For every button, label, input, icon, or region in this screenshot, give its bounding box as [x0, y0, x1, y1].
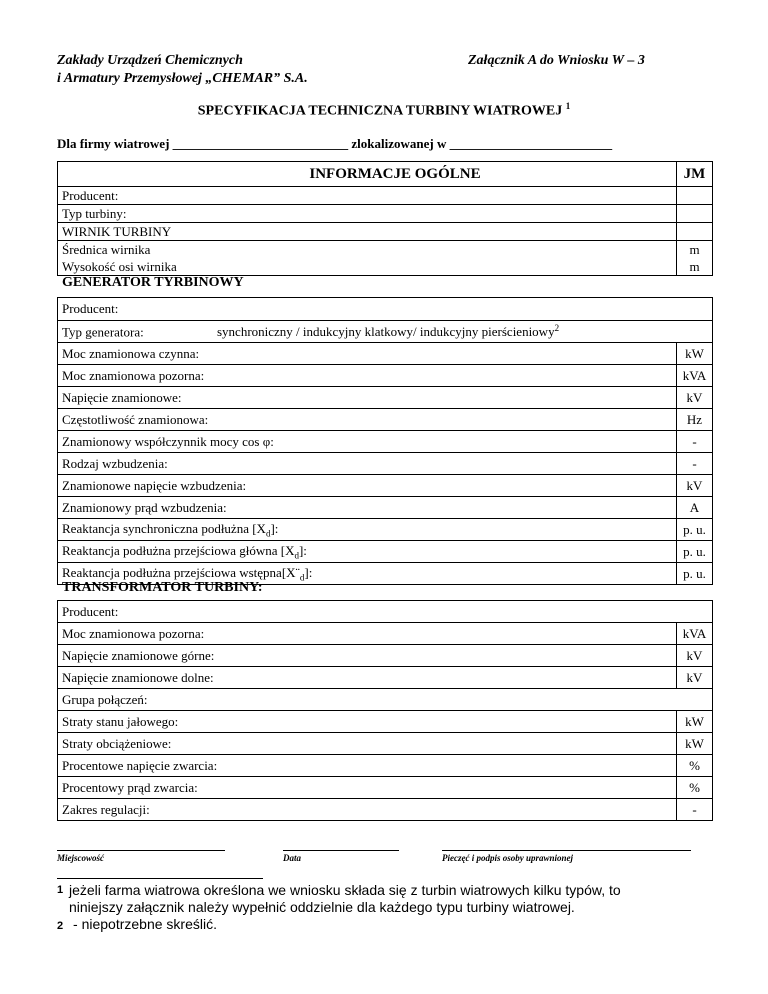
generator-table	[57, 297, 713, 585]
table-row	[58, 343, 713, 365]
row-label: Zakres regulacji:	[58, 799, 677, 821]
type-footnote-ref: 2	[554, 322, 560, 333]
row-label: Producent:	[58, 601, 713, 623]
table-row	[58, 519, 713, 541]
table-row	[58, 497, 713, 519]
row-label: Typ turbiny:	[58, 205, 677, 223]
row-label: WIRNIK TURBINY	[58, 223, 677, 241]
row-unit: -	[677, 431, 713, 453]
general-info-table	[57, 161, 713, 276]
table-row	[58, 755, 713, 777]
row-label: Straty stanu jałowego:	[58, 711, 677, 733]
row-unit	[677, 223, 713, 241]
row-label: Reaktancja synchroniczna podłużna $[X_d]$:	[58, 519, 677, 541]
location-label: zlokalizowanej w	[351, 136, 447, 151]
row-unit: p. u.	[677, 563, 713, 585]
row-unit: -	[677, 799, 713, 821]
row-label: Wysokość osi wirnika	[58, 258, 677, 276]
row-unit: Hz	[677, 409, 713, 431]
row-unit: kW	[677, 711, 713, 733]
table-row	[58, 475, 713, 497]
row-label: Napięcie znamionowe:	[58, 387, 677, 409]
table-row	[58, 409, 713, 431]
row-unit: m	[677, 241, 713, 259]
table-row	[58, 223, 713, 241]
firm-line	[57, 136, 612, 152]
table-row	[58, 645, 713, 667]
company-name	[57, 52, 308, 88]
generator-producer-label: Producent:	[58, 298, 713, 321]
unit-heading: JM	[677, 162, 713, 187]
page-title	[0, 101, 768, 120]
table-row	[58, 365, 713, 387]
row-label: Rodzaj wzbudzenia:	[58, 453, 677, 475]
footnote-separator	[57, 878, 263, 879]
place-line[interactable]	[57, 850, 225, 851]
row-label: Procentowe napięcie zwarcia:	[58, 755, 677, 777]
row-unit: %	[677, 777, 713, 799]
row-label: Znamionowy prąd wzbudzenia:	[58, 497, 677, 519]
footnote-2-number: 2	[57, 920, 64, 932]
location-blank[interactable]: _________________________	[449, 136, 613, 151]
row-label: Reaktancja podłużna przejściowa $wstępna[X¨_d]$:	[58, 563, 677, 585]
row-unit: kVA	[677, 623, 713, 645]
table-row	[58, 799, 713, 821]
title-footnote-ref: 1	[565, 101, 571, 111]
row-unit	[677, 205, 713, 223]
table-row	[58, 241, 713, 259]
row-unit: %	[677, 755, 713, 777]
footnote-1-text: jeżeli farma wiatrowa określona we wniosku składa się z turbin wiatrowych kilku typów, to niniejszy załącznik należy wypełnić oddzielnie dla każdego typu turbiny wiatrowej.	[69, 882, 621, 915]
page-title-text: SPECYFIKACJA TECHNICZNA TURBINY WIATROWEJ	[197, 103, 563, 119]
row-label: Straty obciążeniowe:	[58, 733, 677, 755]
row-unit: m	[677, 258, 713, 276]
row-unit: p. u.	[677, 519, 713, 541]
row-unit: A	[677, 497, 713, 519]
row-label: Napięcie znamionowe górne:	[58, 645, 677, 667]
row-unit: -	[677, 453, 713, 475]
place-caption: Miejscowość	[57, 853, 104, 863]
table-row	[58, 667, 713, 689]
table-row	[58, 298, 713, 321]
stamp-caption: Pieczęć i podpis osoby uprawnionej	[442, 853, 573, 863]
firm-label: Dla firmy wiatrowej	[57, 136, 170, 151]
row-label: Moc znamionowa pozorna:	[58, 623, 677, 645]
row-unit: kW	[677, 733, 713, 755]
row-unit: p. u.	[677, 541, 713, 563]
row-unit: kV	[677, 667, 713, 689]
general-heading: INFORMACJE OGÓLNE	[58, 162, 677, 187]
row-unit: kV	[677, 475, 713, 497]
generator-type-options[interactable]: synchroniczny / indukcyjny klatkowy/ indukcyjny pierścieniowy	[217, 324, 555, 340]
footnote-1	[57, 882, 677, 916]
footnote-1-number: 1	[57, 884, 64, 896]
row-unit: kV	[677, 645, 713, 667]
table-row	[58, 777, 713, 799]
table-row	[58, 258, 713, 276]
row-label: Procentowy prąd zwarcia:	[58, 777, 677, 799]
generator-type-label: Typ generatora:	[62, 324, 144, 340]
row-label: Producent:	[58, 187, 677, 205]
generator-type-cell	[58, 321, 677, 343]
firm-name-blank[interactable]: ___________________________	[172, 136, 349, 151]
row-label: Reaktancja podłużna przejściowa główna $[X_d]$:	[58, 541, 677, 563]
row-unit: kVA	[677, 365, 713, 387]
row-label: Grupa połączeń:	[58, 689, 713, 711]
general-header-row	[58, 162, 713, 187]
company-line-1: Zakłady Urządzeń Chemicznych	[57, 53, 243, 68]
row-unit: kW	[677, 343, 713, 365]
footnote-2	[57, 916, 217, 935]
row-unit	[677, 187, 713, 205]
table-row	[58, 387, 713, 409]
row-label: Napięcie znamionowe dolne:	[58, 667, 677, 689]
table-row	[58, 711, 713, 733]
transformer-heading: TRANSFORMATOR TURBINY:	[62, 580, 263, 595]
row-label: Częstotliwość znamionowa:	[58, 409, 677, 431]
date-caption: Data	[283, 853, 301, 863]
table-row	[58, 453, 713, 475]
footnote-2-text: - niepotrzebne skreślić.	[73, 916, 217, 932]
row-label: Moc znamionowa czynna:	[58, 343, 677, 365]
annex-label: Załącznik A do Wniosku W – 3	[468, 53, 645, 68]
row-label: Średnica wirnika	[58, 241, 677, 259]
row-label: Moc znamionowa pozorna:	[58, 365, 677, 387]
table-row	[58, 431, 713, 453]
table-row	[58, 623, 713, 645]
table-row	[58, 205, 713, 223]
table-row	[58, 601, 713, 623]
row-unit: kV	[677, 387, 713, 409]
stamp-line[interactable]	[442, 850, 691, 851]
transformer-table	[57, 600, 713, 821]
generator-heading: GENERATOR TYRBINOWY	[62, 275, 244, 290]
row-label: Znamionowe napięcie wzbudzenia:	[58, 475, 677, 497]
table-row	[58, 187, 713, 205]
table-row	[58, 733, 713, 755]
company-line-2: i Armatury Przemysłowej „CHEMAR” S.A.	[57, 71, 308, 86]
table-row	[58, 321, 713, 343]
row-label: Znamionowy współczynnik mocy cos φ:	[58, 431, 677, 453]
table-row	[58, 541, 713, 563]
table-row	[58, 689, 713, 711]
date-line[interactable]	[283, 850, 399, 851]
